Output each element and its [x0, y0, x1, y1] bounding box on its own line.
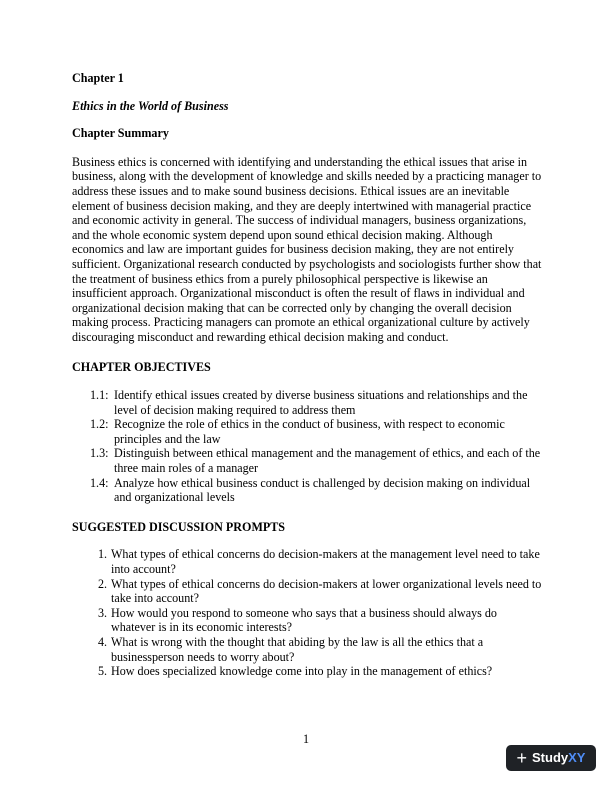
objective-item: [72, 417, 544, 446]
prompt-number: 4.: [98, 635, 108, 649]
objectives-heading: CHAPTER OBJECTIVES: [72, 359, 211, 374]
summary-heading: Chapter Summary: [72, 126, 169, 141]
objective-item: [72, 476, 544, 505]
objective-text: Analyze how ethical business conduct is challenged by decision making on individual and organizational levels: [114, 475, 531, 505]
prompt-item: [72, 635, 544, 664]
objective-text: Recognize the role of ethics in the conduct of business, with respect to economic principles and the law: [114, 417, 505, 446]
prompt-text: What types of ethical concerns do decision-makers at lower organizational levels need to take into account?: [111, 576, 542, 606]
prompts-list: [72, 547, 544, 678]
prompt-text: What is wrong with the thought that abiding by the law is all the ethics that a businessperson needs to worry about?: [111, 635, 484, 664]
page-number: 1: [302, 732, 310, 746]
prompt-number: 5.: [98, 664, 108, 679]
logo-text-main: Study: [532, 749, 569, 765]
plus-icon: +: [516, 748, 528, 768]
studyxy-logo[interactable]: [506, 745, 596, 771]
prompt-item: [72, 664, 544, 679]
prompt-number: 1.: [98, 547, 108, 562]
objectives-list: [72, 388, 544, 505]
summary-paragraph: Business ethics is concerned with identifying and understanding the ethical issues that arise in business, along with the development of knowledge and skills needed by a practicing manager to address these issues and to make sound business decisions. Ethical issues are an inevitable element of business decision making, and they are deeply intertwined with managerial practice and economic activity in general. The success of individual managers, business organizations, and the whole economic system depend upon sound ethical decision making. Although economics and law are important guides for business decision making, they are not entirely sufficient. Organizational research conducted by psychologists and sociologists further show that the treatment of business ethics from a purely philosophical perspective is likewise an insufficient approach. Organizational misconduct is often the result of flaws in individual and organizational decision making that can be corrected only by changing the overall decision making process. Practicing managers can promote an ethical organizational culture by actively discouraging misconduct and rewarding ethical decision making and conduct.: [72, 154, 542, 344]
objective-number: 1.2:: [90, 417, 109, 432]
objective-number: 1.1:: [90, 388, 109, 403]
objective-item: [72, 446, 544, 475]
document-page: [72, 71, 544, 679]
objective-text: Identify ethical issues created by diverse business situations and relationships and the level of decision making required to address them: [114, 388, 528, 417]
chapter-title: Ethics in the World of Business: [72, 98, 229, 113]
prompts-heading: SUGGESTED DISCUSSION PROMPTS: [72, 519, 286, 534]
prompt-item: [72, 547, 544, 576]
chapter-label: Chapter 1: [72, 71, 124, 85]
prompt-number: 3.: [98, 605, 108, 620]
objective-number: 1.4:: [90, 475, 109, 490]
prompt-number: 2.: [98, 576, 108, 591]
objective-number: 1.3:: [90, 446, 109, 461]
prompt-item: [72, 577, 544, 606]
prompt-item: [72, 606, 544, 635]
prompt-text: How does specialized knowledge come into play in the management of ethics?: [111, 664, 493, 679]
objective-item: [72, 388, 544, 417]
objective-text: Distinguish between ethical management and the management of ethics, and each of the three main roles of a manager: [114, 446, 541, 476]
prompt-text: What types of ethical concerns do decision-makers at the management level need to take into account?: [111, 547, 540, 577]
logo-text-accent: XY: [568, 749, 586, 765]
prompt-text: How would you respond to someone who says that a business should always do whatever is in its economic interests?: [111, 605, 497, 635]
